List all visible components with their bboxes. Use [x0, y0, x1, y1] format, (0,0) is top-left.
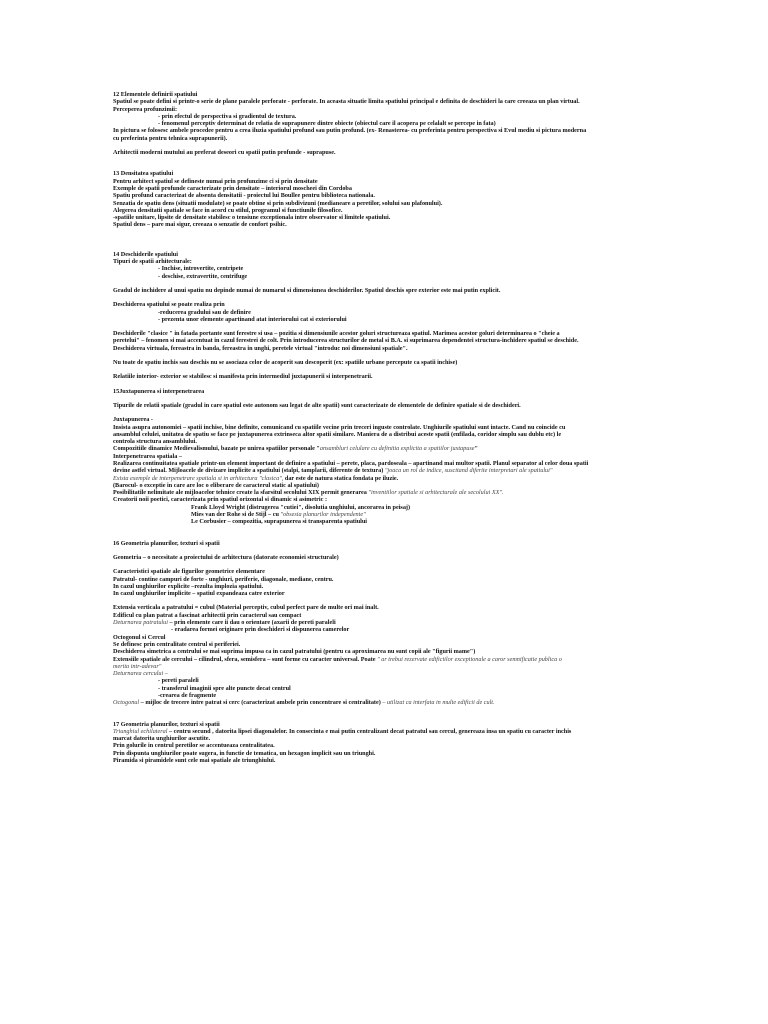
list-item: -crearea de fragmente: [158, 692, 217, 699]
paragraph-line: In cazul unghiurilor explicite –rezulta implozia spatiului.: [113, 582, 264, 590]
paragraph-line: Senzatia de spatiu dens (situatii modulate) se poate obtine si prin subdivizuni (medianeare a peretilor, solului sau plafonului).: [113, 199, 443, 207]
list-item: [113, 511, 653, 518]
paragraph-line: Se definesc prin centralitate centrul si periferiei.: [113, 640, 241, 648]
quote-run: ansambluri celulare cu definitia explicita a spatiilor juxtapuse: [319, 445, 475, 453]
paragraph-line: Caracteristici spatiale ale figurilor geometrice elementare: [113, 568, 265, 576]
paragraph-line: Prin golurile in centrul peretilor se accentueaza centralitatea.: [113, 742, 275, 750]
paragraph-line: Deschiderile "clasice " in fatada portante sunt ferestre si usa – pozitia si dimensiunile acestor goluri structureaza spatiul. Marimea acestor goluri determinarea o "cheie a: [113, 330, 560, 338]
paragraph-line: Creatorii noii poetici, caracterizata prin spatiul orizontal si dinamic si asimetric :: [113, 496, 328, 504]
paragraph-line: Arhitectii moderni mutului au preferat deseori cu spatii putin profunde - suprapuse.: [113, 149, 336, 157]
text-run: Extensiile spatiale ale cercului – cilindrul, sfera, semisfera – sunt forme cu caracter universal. Poate: [113, 655, 376, 663]
paragraph-line: In pictura se folosesc ambele procedee pentru a crea iluzia spatiului profund sau putin profund. (ex- Renasterea- cu preferinta pentru perspectiva si Evul mediu si pictura moderna: [113, 127, 587, 135]
paragraph-line: (Barocul- o exceptie in care are loc o eliberare de caracterul static al spatiului): [113, 481, 319, 489]
juxtapunerea-heading: Juxtapunerea -: [113, 416, 153, 424]
paragraph-line: Patratul- contine campuri de forte - unghiuri, periferie, diagonale, mediane, centru.: [113, 575, 334, 583]
text-run: devine astfel virtual. Mijloacele de divizare implicite a spatiului (stalpi, tamplarii, diferente de textura): [113, 467, 384, 475]
quote-run: – utilizat ca interfata in multe edificii de cult.: [382, 699, 495, 707]
list-item: - Inchise, introvertite, centripete: [158, 265, 244, 273]
list-item: Le Corbusier – compozitia, suprapunerea si transparenta spatiului: [191, 518, 368, 526]
section-17: [113, 721, 653, 765]
section-14: [113, 251, 653, 381]
paragraph-line: cu preferinta pentru tehnica suprapunerii).: [113, 134, 228, 142]
paragraph-line: Nu toate de spatiu inchis sau deschis nu se asociaza celor de acoperit sau descoperit (ex: spatiile urbane percepute ca spatii inchise): [113, 359, 458, 367]
paragraph-line: merita intr-adevar": [113, 662, 162, 670]
paragraph-line: controla structura ansamblului.: [113, 438, 197, 446]
list-item: - deschise, extravertite, centrifuge: [158, 272, 248, 280]
section-14-title: 14 Deschiderile spatiului: [113, 250, 178, 258]
paragraph-line: marcat datorita unghiurilor ascutite.: [113, 735, 211, 743]
paragraph-line: [113, 619, 653, 626]
text-run: – centru secund , datorita lipsei diagonalelor. In consecinta e mai putin centralizant decat patratul sau cercul, genereaza insa un spatiu cu caracter inchis: [167, 727, 572, 735]
paragraph-line: Deschiderea virtuala, fereastra in banda, fereastra in unghi, peretele virtual "introduc noi dimensiuni spatiale".: [113, 344, 408, 352]
paragraph-line: Exemple de spatii profunde caracterizate prin densitate – interiorul moscheei din Cordoba: [113, 184, 352, 192]
paragraph-line: Alegerea densitatii spatiale se face in acord cu stilul, programul si functiunile filosofice.: [113, 206, 343, 214]
paragraph-line: ansamblul celulei, unitatea de spatiu se face pe juxtapunerea extrinseca altor spatii similare. Maniera de a distribui aceste spatii (enfilada, coridor simplu sau dublu etc) le: [113, 430, 562, 438]
list-item: - prezenta unor elemente apartinand atat interiorului cat si exteriorului: [158, 315, 347, 323]
list-item: Frank Lloyd Wright (distrugerea "cutiei", disolutia unghiului, ancorarea in peisaj): [191, 503, 411, 511]
paragraph-line: [113, 475, 653, 482]
paragraph-line: Relatiile interior- exterior se stabilesc si manifesta prin intermediul juxtapunerii si interpenetrarii.: [113, 373, 373, 381]
paragraph-line: [113, 489, 653, 496]
list-item: -reducerea gradului sau de definire: [158, 308, 251, 316]
paragraph-line: [113, 467, 653, 474]
paragraph-line: Geometria – o necesitate a proiectului de arhitectura (datorate economiei structurale): [113, 553, 339, 561]
paragraph-line: Realizarea continuitatea spatiale printr-un element important de definire a spatiului – perete, placa, pardoseala – apartinand mai multor spatii. Planul separator al celor doua spatii: [113, 459, 589, 467]
paragraph-line: peretelui" – fenomen si mai accentuat in cazul ferestrei de colt. Prin introducerea structurilor de metal si B.A. si suprimarea dependentei structura-inchidere spatiul se deschide.: [113, 337, 579, 345]
paragraph-line: In cazul unghiurilor implicite – spatiul expandeaza catre exterior: [113, 590, 285, 598]
text-run: Posibilitatile nelimitate ale mijloacelor tehnice create la sfarsitul secolului XIX permit generarea: [113, 489, 367, 497]
paragraph-line: Spatiu profund caracterizat de absenta densitatii - proiectul lui Boullee pentru biblioteca nationala.: [113, 192, 375, 200]
section-15-title: 15Juxtapunerea si interpenetrarea: [113, 387, 205, 395]
quote-run: " ar trebui rezervate edificiilor exceptionale a caror semnificatie publica o: [375, 655, 562, 663]
paragraph-line: Extensia verticala a patratului = cubul (Material perceptiv, cubul perfect pare de multe ori mai inalt.: [113, 604, 379, 612]
text-run: – prin elemente care ii dau o orientare (axarii de pereti paraleli: [167, 619, 336, 627]
interpenetrarea-heading: Interpenetrarea spatiala –: [113, 452, 182, 460]
text-run: – mijloc de trecere intre patrat si cerc: [139, 699, 240, 707]
paragraph-line: Piramida si piramidele sunt cele mai spatiale ale triunghiului.: [113, 757, 276, 765]
paragraph-line: Tipuri de spatii arhitecturale:: [113, 258, 192, 266]
paragraph-line: Pentru arhitect spatiul se defineste numai prin profunzime ci si prin densitate: [113, 177, 318, 185]
text-run: ": [474, 445, 478, 453]
paragraph-line: [113, 656, 653, 663]
quote-run: Triunghiul echilateral: [113, 727, 168, 735]
text-run: (caracterizat ambele prin concentrare si centralitate): [239, 699, 383, 707]
paragraph-line: Edificul cu plan patrat a fascinat arhitectii prin caracterul sau compact: [113, 611, 302, 619]
section-15: [113, 388, 653, 526]
text-run: dar este de natura statica fondata pe iluzie.: [283, 474, 399, 482]
list-item: - transferul imaginii spre alte puncte decat centrul: [158, 684, 291, 692]
paragraph-line: Prin dispunta unghiurilor poate sugera, in functie de tematica, un hexagon implicit sau un triunghi.: [113, 749, 376, 757]
document-page: [113, 91, 653, 764]
paragraph-line: Gradul de inchidere al unui spatiu nu depinde numai de numarul si dimensiunea deschiderilor. Spatiul deschis spre exterior este mai putin explicit.: [113, 286, 501, 294]
paragraph-line: [113, 699, 653, 706]
paragraph-line: Deschiderea simetrica a centrului se mai suprima impusa ca in cazul patratului (pentru ca aproximarea nu sunt copii ale "figurii mame"): [113, 648, 476, 656]
paragraph-line: [113, 445, 653, 452]
paragraph-line: -spatiile unitare, lipsite de densitate stabilesc o tensiune exceptionala intre observator si limitele spatiului.: [113, 214, 391, 222]
text-run: Mies van der Rohe si de Stijl – cu: [191, 511, 279, 519]
list-item: - fenomenul perceptiv determinat de relatia de suprapunere dintre obiecte (obiectul care il acopera pe celalalt se percepe in fata): [158, 120, 496, 128]
paragraph-line: Spatiul se poate defini si printr-o serie de plane paralele perforate - perforate. In aceasta situatie limita spatiului principal e definita de deschideri la care creeaza un plan virtual.: [113, 98, 580, 106]
section-16: [113, 540, 653, 707]
quote-run: Exista exemple de interpenetrare spatiala si in arhitectura "clasica",: [113, 474, 284, 482]
section-12-title: 12 Elementele definirii spatiului: [113, 91, 198, 98]
paragraph-line: Tipurile de relatii spatiale (gradul in care spatiul este autonom sau legat de alte spatii) sunt caracterizate de elementele de definire spatiale si de deschideri.: [113, 401, 521, 409]
list-item: - eradarea formei originare prin deschideri si dispunerea camerelor: [171, 626, 350, 634]
quote-run: Octogonul: [113, 699, 140, 707]
paragraph-line: Insista asupra autonomiei – spatii inchise, bine definite, comunicand cu spatiile vecine prin treceri inguste controlate. Unghiurile spatiului sunt intacte. Cand nu coincide cu: [113, 423, 566, 431]
quote-run: "inventiilor spatiale si arhitecturale ale secolului XX".: [366, 489, 504, 497]
quote-run: "joaca un rol de indice, suscitand diferite interpretari ale spatiului": [384, 467, 553, 475]
quote-run: "obsesia planurilor independente": [278, 511, 366, 519]
paragraph-line: Spatiul dens – pare mai sigur, creeaza o senzatie de confort psihic.: [113, 221, 287, 229]
paragraph-line: Perceperea profunzimii:: [113, 105, 178, 113]
quote-run: Deturnarea patratului: [113, 619, 168, 627]
text-run: Compozitiile dinamice Medievalismului, bazate pe unirea spatiilor personale ": [113, 445, 320, 453]
section-13-title: 13 Densitatea spatiului: [113, 170, 174, 178]
list-item: - prin efectul de perspectiva si gradientul de textura.: [158, 112, 297, 120]
paragraph-line: [113, 728, 653, 735]
section-16-title: 16 Geometria planurilor, texturi si spatii: [113, 539, 220, 547]
octogon-cerc-heading: Octogonul si Cercul: [113, 633, 166, 641]
list-item: - pereti paraleli: [158, 677, 199, 685]
paragraph-line: Deschiderea spatiului se poate realiza prin: [113, 301, 225, 309]
section-12: [113, 91, 653, 156]
section-13: [113, 170, 653, 228]
section-17-title: 17 Geometria planurilor, texturi si spatii: [113, 720, 220, 728]
paragraph-line: Deturnarea cercului –: [113, 670, 168, 678]
